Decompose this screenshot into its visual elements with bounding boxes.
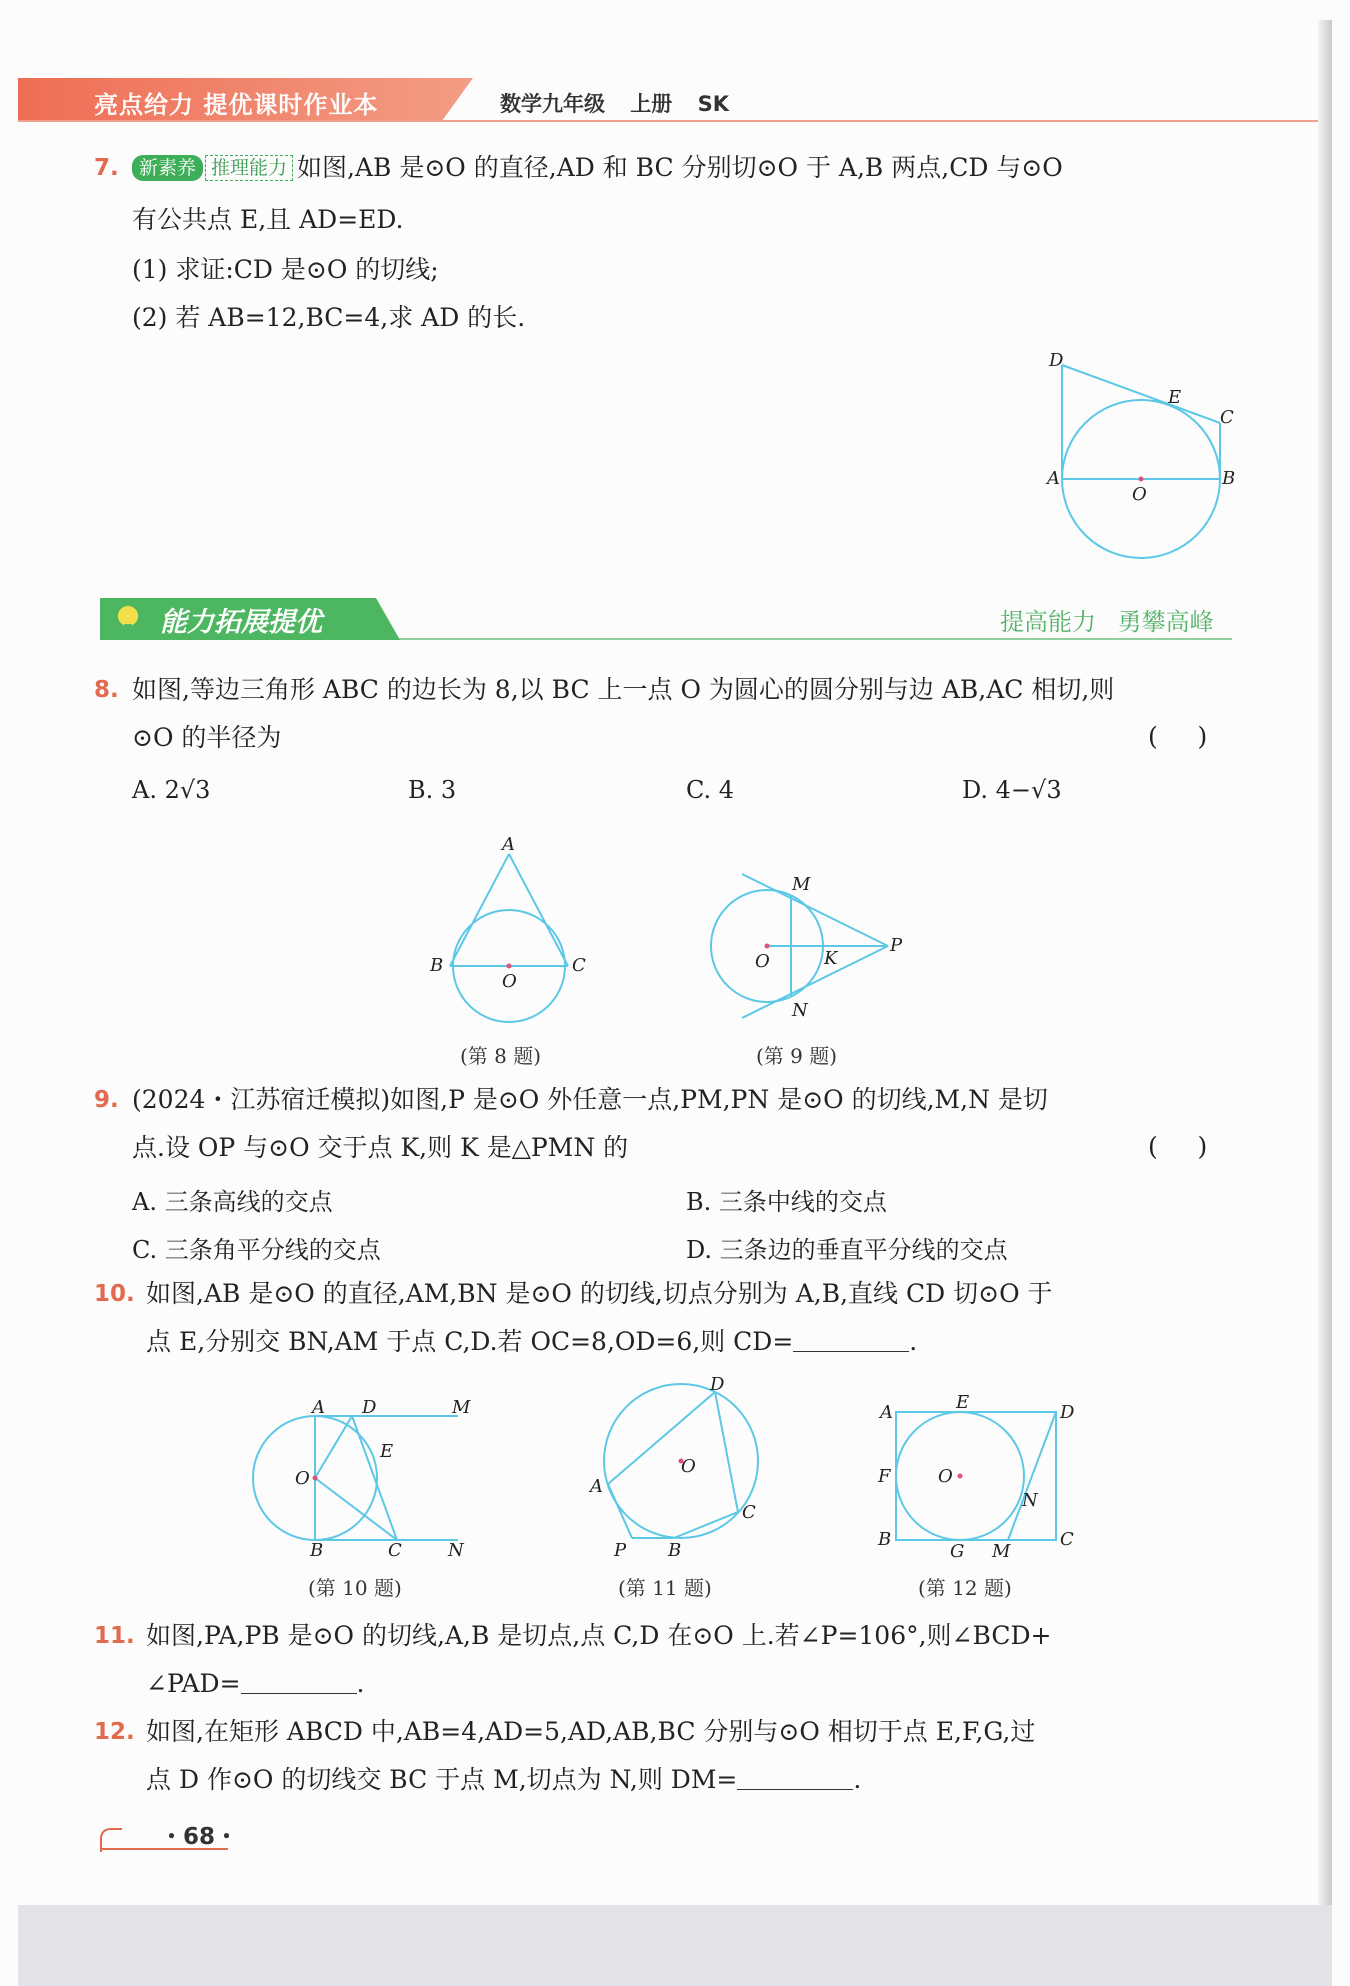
q9-caption: (第 9 题)	[756, 1044, 838, 1068]
q8-option-a: A. 2√3	[132, 776, 211, 804]
q8-line2: ⊙O 的半径为	[132, 723, 282, 752]
q10-line2-text: 点 E,分别交 BN,AM 于点 C,D.若 OC=8,OD=6,则 CD=	[146, 1327, 794, 1356]
q7-label-b: B	[1222, 468, 1236, 489]
q9-label-n: N	[792, 1000, 808, 1021]
q12-label-n: N	[1022, 1490, 1038, 1511]
q7-number: 7.	[94, 155, 119, 181]
q11-label-c: C	[742, 1502, 756, 1523]
q8-label-c: C	[572, 955, 586, 976]
q10-caption: (第 10 题)	[308, 1576, 402, 1600]
q9-tangent-pm	[742, 874, 888, 946]
q11-label-o: O	[681, 1456, 696, 1477]
q9-option-a: A. 三条高线的交点	[132, 1188, 333, 1216]
q12-line1: 如图,在矩形 ABCD 中,AB=4,AD=5,AD,AB,BC 分别与⊙O 相切于点 E,F,G,过	[146, 1717, 1036, 1746]
q12-line2	[146, 1764, 861, 1796]
q12-label-b: B	[878, 1529, 892, 1550]
q11-line2	[146, 1668, 364, 1700]
q12-tangent-dm	[1008, 1412, 1056, 1540]
q9-option-d: D. 三条边的垂直平分线的交点	[686, 1236, 1008, 1264]
q9-line2: 点.设 OP 与⊙O 交于点 K,则 K 是△PMN 的	[132, 1133, 629, 1162]
q11-label-d: D	[710, 1374, 725, 1395]
q7-tag-reasoning: 推理能力	[205, 155, 293, 181]
q12-caption: (第 12 题)	[918, 1576, 1012, 1600]
q11-caption: (第 11 题)	[618, 1576, 712, 1600]
q12-label-f: F	[878, 1466, 891, 1487]
q12-center-dot	[958, 1474, 963, 1479]
q10-label-b: B	[310, 1540, 324, 1561]
q7-label-a: A	[1047, 468, 1060, 489]
q11-answer-blank[interactable]	[241, 1669, 357, 1694]
q7-line2: 有公共点 E,且 AD=ED.	[132, 205, 404, 234]
q7-part2: (2) 若 AB=12,BC=4,求 AD 的长.	[132, 303, 526, 332]
q10-label-a: A	[312, 1397, 325, 1418]
q7-part1: (1) 求证:CD 是⊙O 的切线;	[132, 255, 439, 284]
header-title: 亮点给力 提优课时作业本	[94, 91, 379, 119]
page-number: ・68・	[160, 1824, 239, 1850]
q11-line1: 如图,PA,PB 是⊙O 的切线,A,B 是切点,点 C,D 在⊙O 上.若∠P=106°,则∠BCD+	[146, 1621, 1052, 1650]
q9-label-k: K	[824, 948, 838, 969]
q9-center-dot	[765, 944, 770, 949]
q7-label-o: O	[1132, 484, 1147, 505]
figure-q12	[870, 1385, 1090, 1565]
section-motto: 提高能力 勇攀高峰	[1000, 608, 1214, 636]
q12-number: 12.	[94, 1719, 135, 1745]
q11-period: .	[356, 1669, 365, 1698]
q10-line1: 如图,AB 是⊙O 的直径,AM,BN 是⊙O 的切线,切点分别为 A,B,直线 CD 切⊙O 于	[146, 1279, 1053, 1308]
q8-caption: (第 8 题)	[460, 1044, 542, 1068]
q9-number: 9.	[94, 1087, 119, 1113]
q7-tag-new-literacy: 新素养	[132, 155, 203, 181]
q9-option-b: B. 三条中线的交点	[686, 1188, 887, 1216]
q7-label-d: D	[1049, 350, 1064, 371]
q8-answer-paren: ( )	[1148, 722, 1208, 751]
q8-label-b: B	[430, 955, 444, 976]
header-rule	[18, 120, 1318, 122]
q12-label-g: G	[950, 1541, 965, 1562]
q10-number: 10.	[94, 1281, 135, 1307]
q10-label-c: C	[388, 1540, 402, 1561]
q12-label-d: D	[1060, 1402, 1075, 1423]
q10-label-n: N	[448, 1540, 464, 1561]
q7-label-c: C	[1220, 407, 1234, 428]
q8-number: 8.	[94, 677, 119, 703]
q10-center-dot	[313, 1476, 318, 1481]
figure-q10	[240, 1385, 490, 1565]
q12-label-c: C	[1060, 1529, 1074, 1550]
figure-q11	[580, 1372, 780, 1562]
q8-label-o: O	[502, 971, 517, 992]
q11-line2-text: ∠PAD=	[146, 1669, 241, 1698]
q7-label-e: E	[1168, 387, 1182, 408]
q10-segment-od	[315, 1416, 352, 1478]
q12-label-a: A	[880, 1402, 893, 1423]
figure-q8	[420, 832, 600, 1032]
q11-label-b: B	[668, 1540, 682, 1561]
page-edge-shadow	[1318, 20, 1332, 1920]
q10-label-e: E	[380, 1441, 394, 1462]
q9-label-p: P	[890, 935, 903, 956]
q10-label-o: O	[295, 1468, 310, 1489]
q10-answer-blank[interactable]	[793, 1327, 909, 1352]
q9-label-m: M	[792, 874, 811, 895]
q9-option-c: C. 三条角平分线的交点	[132, 1236, 381, 1264]
q10-label-d: D	[362, 1397, 377, 1418]
q8-option-b: B. 3	[408, 776, 457, 804]
q12-period: .	[853, 1765, 862, 1794]
q12-label-e: E	[956, 1392, 970, 1413]
figure-q9	[700, 860, 920, 1030]
q11-label-a: A	[590, 1476, 603, 1497]
q10-label-m: M	[452, 1397, 471, 1418]
header-subtitle: 数学九年级 上册 SK	[500, 92, 730, 116]
q7-center-dot	[1139, 477, 1144, 482]
q8-label-a: A	[502, 834, 515, 855]
q9-answer-paren: ( )	[1148, 1132, 1208, 1161]
q12-label-o: O	[938, 1466, 953, 1487]
q11-chord-ad	[608, 1392, 715, 1484]
q8-line1: 如图,等边三角形 ABC 的边长为 8,以 BC 上一点 O 为圆心的圆分别与边 AB,AC 相切,则	[132, 675, 1115, 704]
section-title: 能力拓展提优	[160, 607, 322, 638]
figure-q7	[1040, 345, 1240, 565]
q8-center-dot	[507, 964, 512, 969]
q11-number: 11.	[94, 1623, 135, 1649]
q11-chord-dc	[715, 1392, 738, 1512]
q7-tangent-dc	[1062, 365, 1220, 423]
q7-line1-text: 如图,AB 是⊙O 的直径,AD 和 BC 分别切⊙O 于 A,B 两点,CD 与⊙O	[297, 153, 1063, 182]
q12-line2-text: 点 D 作⊙O 的切线交 BC 于点 M,切点为 N,则 DM=	[146, 1765, 738, 1794]
q10-line2	[146, 1326, 917, 1358]
q8-option-c: C. 4	[686, 776, 735, 804]
q11-label-p: P	[614, 1540, 627, 1561]
lightbulb-icon	[98, 594, 158, 640]
q7-line1	[132, 152, 1063, 184]
q9-label-o: O	[755, 951, 770, 972]
q8-option-d: D. 4−√3	[962, 776, 1062, 804]
bottom-margin	[18, 1905, 1332, 1986]
q9-line1: (2024・江苏宿迁模拟)如图,P 是⊙O 外任意一点,PM,PN 是⊙O 的切线,M,N 是切	[132, 1085, 1048, 1114]
q11-tangent-pa	[608, 1484, 632, 1538]
q12-answer-blank[interactable]	[737, 1765, 853, 1790]
q10-period: .	[909, 1327, 918, 1356]
q12-label-m: M	[992, 1541, 1011, 1562]
